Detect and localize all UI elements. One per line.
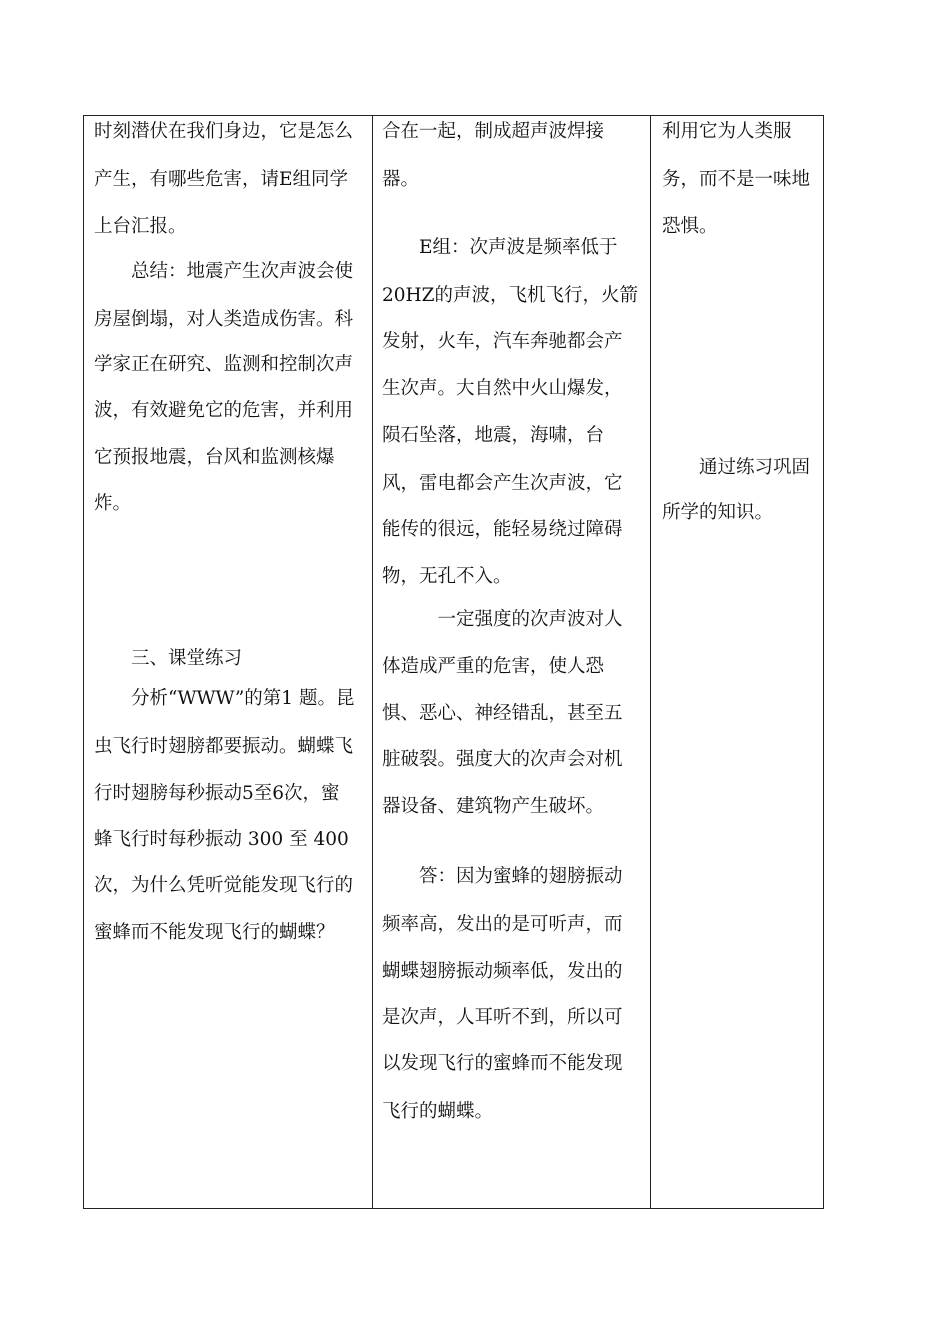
text-line: 它预报地震，台风和监测核爆: [94, 447, 335, 468]
text-line: 器设备、建筑物产生破坏。: [382, 796, 605, 817]
text-line: 风，雷电都会产生次声波，它: [382, 473, 623, 494]
column-divider: [650, 116, 651, 1208]
text-line: 能传的很远，能轻易绕过障碍: [382, 519, 623, 540]
text-line: 频率高，发出的是可听声，而: [382, 914, 623, 935]
text-line: 房屋倒塌，对人类造成伤害。科: [94, 309, 354, 330]
text-line: 蝴蝶翅膀振动频率低，发出的: [382, 961, 623, 982]
text-line: 时刻潜伏在我们身边，它是怎么: [94, 121, 354, 142]
text-line: 上台汇报。: [94, 216, 187, 237]
section-heading: 三、课堂练习: [94, 648, 243, 669]
text-line: 体造成严重的危害，使人恐: [382, 656, 605, 677]
column-divider: [372, 116, 373, 1208]
text-line: 答：因为蜜蜂的翅膀振动: [382, 866, 623, 887]
text-line: 虫飞行时翅膀都要振动。蝴蝶飞: [94, 736, 354, 757]
text-line: 总结：地震产生次声波会使: [94, 261, 354, 282]
text-line: E组：次声波是频率低于: [382, 237, 618, 258]
lesson-table: [83, 115, 824, 1209]
text-line: 波，有效避免它的危害，并利用: [94, 400, 354, 421]
text-line: 次，为什么凭听觉能发现飞行的: [94, 875, 354, 896]
text-line: 恐惧。: [662, 216, 718, 237]
text-line: 合在一起，制成超声波焊接: [382, 121, 605, 142]
text-line: 以发现飞行的蜜蜂而不能发现: [382, 1053, 623, 1074]
text-line: 学家正在研究、监测和控制次声: [94, 354, 354, 375]
text-line: 器。: [382, 169, 420, 190]
text-line: 脏破裂。强度大的次声会对机: [382, 749, 623, 770]
text-line: 是次声，人耳听不到，所以可: [382, 1007, 623, 1028]
text-line: 所学的知识。: [662, 502, 774, 523]
text-line: 产生，有哪些危害，请E组同学: [94, 169, 349, 190]
text-line: 务，而不是一味地: [662, 169, 811, 190]
text-line: 生次声。大自然中火山爆发，: [382, 378, 623, 399]
text-line: 发射，火车，汽车奔驰都会产: [382, 331, 623, 352]
text-line: 分析“WWW”的第1 题。昆: [94, 688, 355, 709]
text-line: 惧、恶心、神经错乱，甚至五: [382, 703, 623, 724]
text-line: 蜜蜂而不能发现飞行的蝴蝶？: [94, 922, 335, 943]
text-line: 通过练习巩固: [662, 457, 811, 478]
text-line: 行时翅膀每秒振动5至6次，蜜: [94, 783, 340, 804]
text-line: 炸。: [94, 493, 132, 514]
text-line: 一定强度的次声波对人: [382, 609, 623, 630]
text-line: 20HZ的声波，飞机飞行，火箭: [382, 285, 639, 306]
text-line: 利用它为人类服: [662, 121, 792, 142]
text-line: 物，无孔不入。: [382, 566, 512, 587]
text-line: 飞行的蝴蝶。: [382, 1101, 494, 1122]
text-line: 蜂飞行时每秒振动 300 至 400: [94, 829, 349, 850]
text-line: 陨石坠落，地震，海啸，台: [382, 425, 605, 446]
